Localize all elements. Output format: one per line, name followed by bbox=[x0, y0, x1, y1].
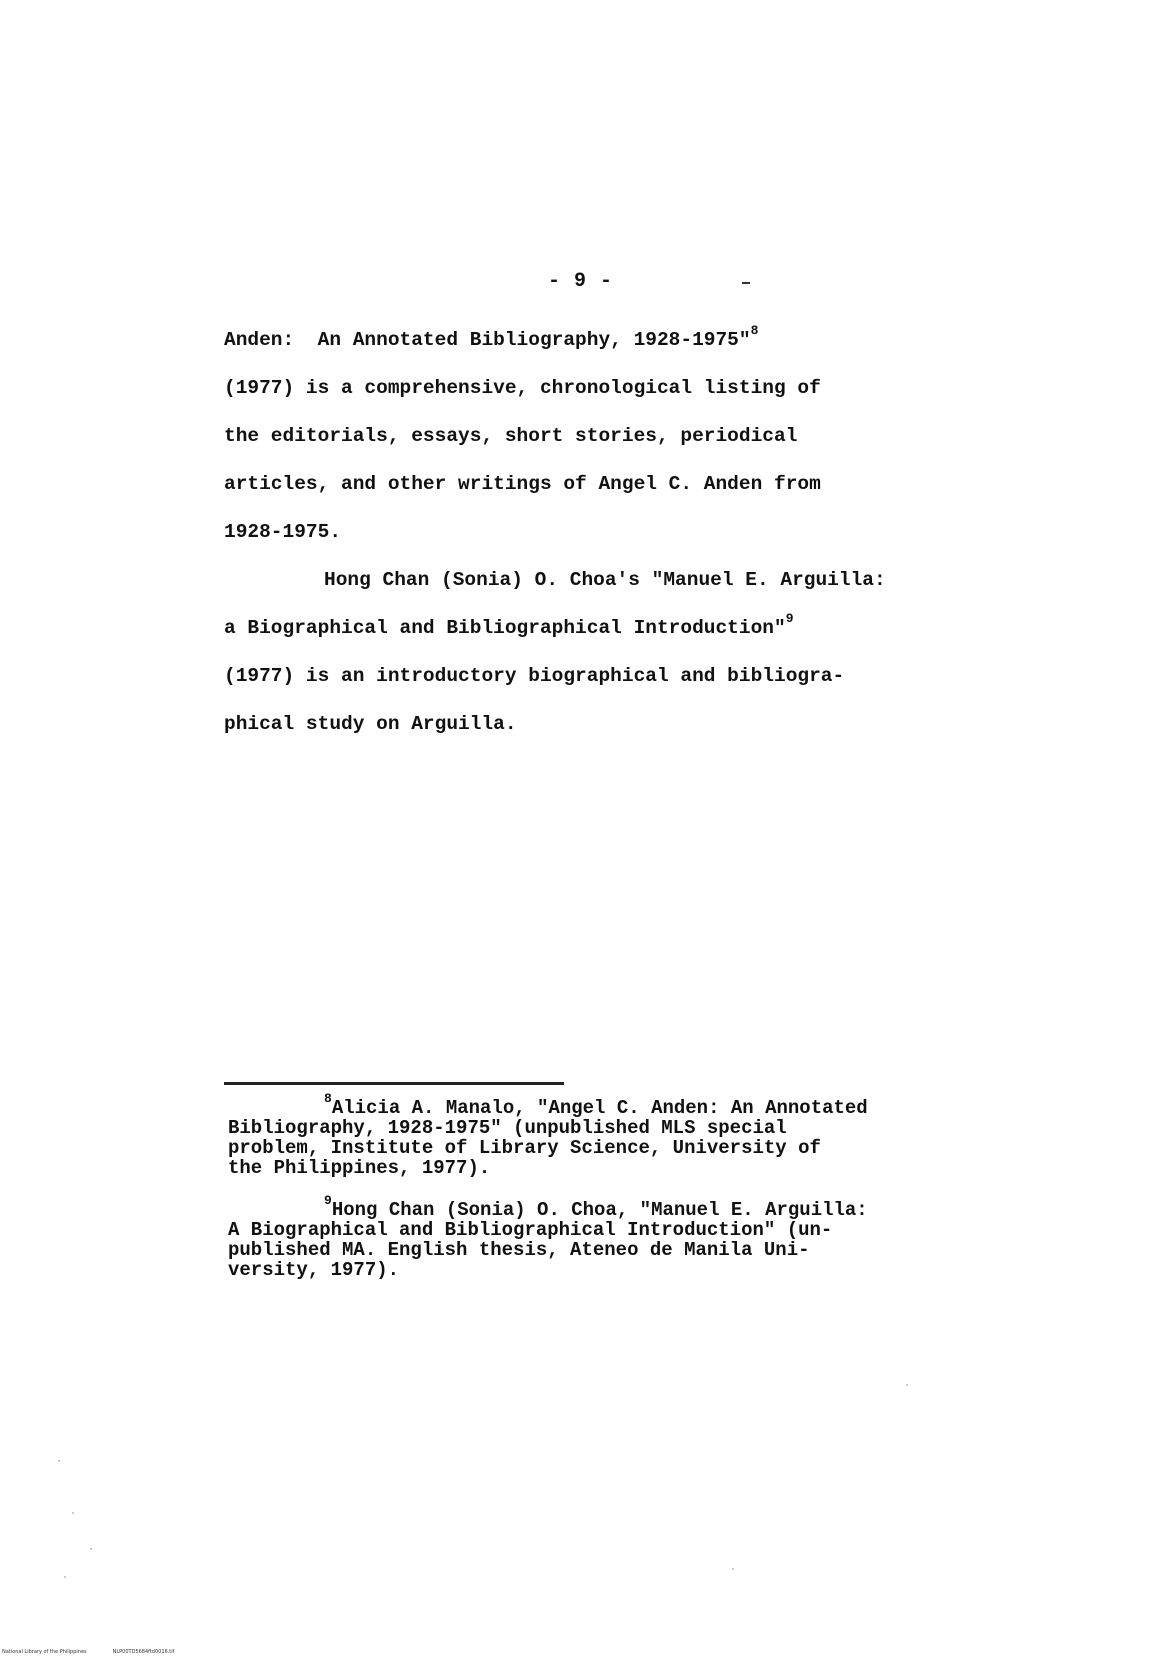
text-line: Hong Chan (Sonia) O. Choa's "Manuel E. Arguilla: bbox=[324, 569, 886, 591]
footnote-line: A Biographical and Bibliographical Introduction" (un- bbox=[228, 1219, 833, 1241]
text-line: the editorials, essays, short stories, periodical bbox=[224, 425, 798, 447]
scan-speck bbox=[58, 1460, 60, 1462]
text-line: a Biographical and Bibliographical Introduction"$^9$ bbox=[224, 610, 794, 639]
scan-speck bbox=[72, 1512, 74, 1514]
body-text bbox=[224, 316, 994, 748]
footnotes bbox=[228, 1090, 1018, 1302]
text-line: Anden: An Annotated Bibliography, 1928-1975"$^8$ bbox=[224, 322, 759, 351]
scan-speck bbox=[732, 1568, 734, 1570]
footnote-marker: 8 bbox=[324, 1090, 332, 1106]
scan-footer bbox=[2, 1649, 200, 1655]
footnote-line: published MA. English thesis, Ateneo de Manila Uni- bbox=[228, 1239, 810, 1261]
footer-file: NLP00TD5684ftd0016.tif bbox=[112, 1649, 175, 1655]
footnote-line: $^8$Alicia A. Manalo, "Angel C. Anden: An Annotated bbox=[324, 1090, 868, 1119]
text-line: (1977) is a comprehensive, chronological listing of bbox=[224, 377, 821, 399]
footnote-line: $^9$Hong Chan (Sonia) O. Choa, "Manuel E. Arguilla: bbox=[324, 1192, 868, 1221]
page-number: - 9 - bbox=[548, 270, 614, 293]
text-line: (1977) is an introductory biographical and bibliogra- bbox=[224, 665, 845, 687]
paragraph-choa bbox=[224, 556, 994, 748]
text-line: articles, and other writings of Angel C. Anden from bbox=[224, 473, 821, 495]
footnote-ref-9: 9 bbox=[785, 610, 794, 626]
footnote-line: the Philippines, 1977). bbox=[228, 1157, 491, 1179]
footnote-line: Bibliography, 1928-1975" (unpublished MLS special bbox=[228, 1117, 787, 1139]
text-line: 1928-1975. bbox=[224, 521, 342, 543]
scan-speck bbox=[64, 1576, 66, 1578]
footnote-9 bbox=[228, 1192, 1018, 1281]
footnote-separator bbox=[224, 1082, 564, 1085]
footnote-line: versity, 1977). bbox=[228, 1259, 400, 1281]
footnote-8 bbox=[228, 1090, 1018, 1179]
scan-speck bbox=[90, 1548, 92, 1550]
text-line: phical study on Arguilla. bbox=[224, 713, 517, 735]
footer-source: National Library of the Philippines bbox=[2, 1649, 87, 1655]
footnote-ref-8: 8 bbox=[750, 322, 759, 338]
footnote-marker: 9 bbox=[324, 1192, 332, 1208]
scan-mark bbox=[742, 282, 750, 284]
scan-speck bbox=[906, 1384, 908, 1386]
paragraph-anden bbox=[224, 316, 994, 556]
footnote-line: problem, Institute of Library Science, University of bbox=[228, 1137, 821, 1159]
